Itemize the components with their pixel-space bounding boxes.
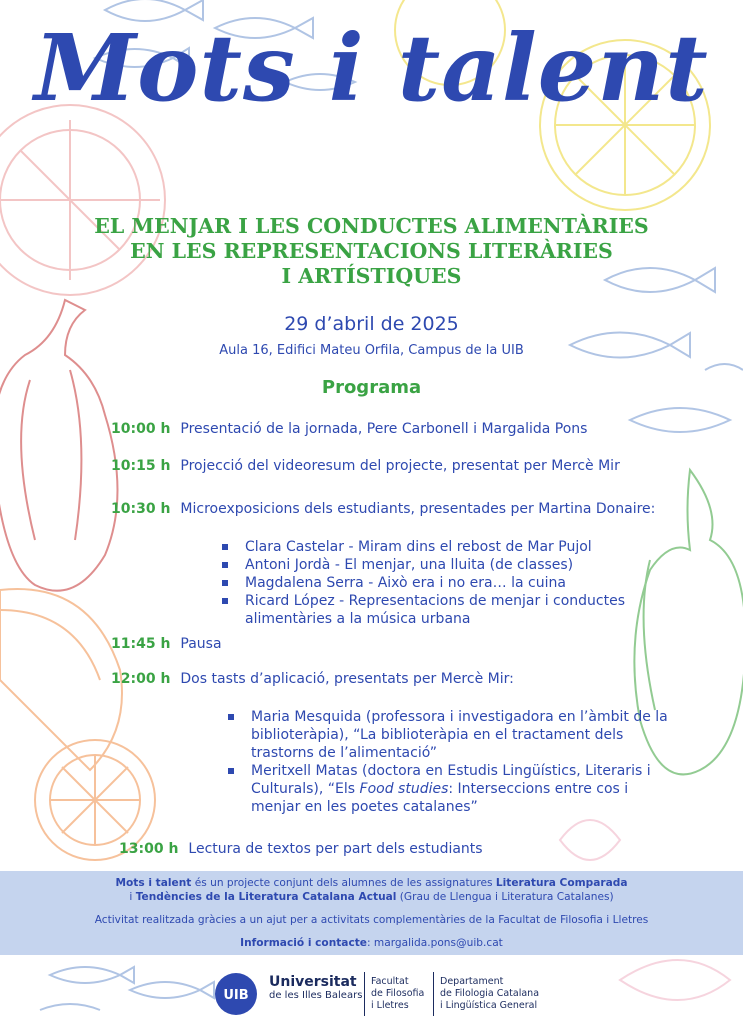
- faculty-name: [371, 976, 424, 1012]
- tastings-list: [228, 708, 708, 816]
- list-item-line: Maria Mesquida (professora i investigadora en l’àmbit de la: [251, 709, 668, 725]
- event-title: Mots i talent: [34, 14, 709, 122]
- info-band: [0, 871, 743, 955]
- schedule-item: [111, 421, 587, 437]
- faculty-line: Facultat: [371, 976, 409, 987]
- band-text: i: [129, 891, 136, 903]
- micro-talks-list: [222, 538, 662, 628]
- schedule-text: Dos tasts d’aplicació, presentats per Mercè Mir:: [180, 671, 514, 687]
- band-line: [0, 890, 743, 904]
- divider: [364, 972, 365, 1016]
- band-text: (Grau de Llengua i Literatura Catalanes): [396, 891, 614, 903]
- department-line: i Lingüística General: [440, 1000, 538, 1011]
- university-title: Universitat: [269, 974, 357, 990]
- schedule-item: [111, 458, 620, 474]
- university-name: [269, 975, 362, 1003]
- schedule-time: 11:45 h: [111, 636, 171, 652]
- divider: [433, 972, 434, 1016]
- band-bold: Tendències de la Literatura Catalana Actual: [135, 891, 397, 903]
- department-line: Departament: [440, 976, 504, 987]
- orange-slice-icon: [0, 589, 155, 860]
- schedule-time: 10:30 h: [111, 501, 171, 517]
- band-bold: Mots i talent: [115, 877, 192, 889]
- event-date: 29 d’abril de 2025: [284, 313, 459, 335]
- schedule-item: [111, 671, 514, 687]
- event-venue: Aula 16, Edifici Mateu Orfila, Campus de la UIB: [219, 343, 524, 358]
- schedule-time: 12:00 h: [111, 671, 171, 687]
- schedule-item: [119, 841, 483, 857]
- schedule-text: Microexposicions dels estudiants, presentades per Martina Donaire:: [180, 501, 656, 517]
- schedule-time: 13:00 h: [119, 841, 179, 857]
- band-bold: Informació i contacte: [240, 937, 367, 949]
- list-item-italic: Food studies: [359, 781, 449, 797]
- schedule-text: Presentació de la jornada, Pere Carbonell i Margalida Pons: [180, 421, 588, 437]
- schedule-item: [111, 501, 655, 517]
- band-bold: Literatura Comparada: [495, 877, 628, 889]
- subtitle-line: EN LES REPRESENTACIONS LITERÀRIES: [130, 239, 613, 263]
- list-item: [228, 708, 708, 762]
- list-item: Antoni Jordà - El menjar, una lluita (de classes): [222, 556, 662, 574]
- band-text: és un projecte conjunt dels alumnes de les assignatures: [191, 877, 496, 889]
- list-item-line: trastorns de l’alimentació”: [251, 745, 438, 761]
- list-item: Clara Castelar - Miram dins el rebost de Mar Pujol: [222, 538, 662, 556]
- schedule-text: Lectura de textos per part dels estudiants: [188, 841, 483, 857]
- subtitle-line: I ARTÍSTIQUES: [281, 264, 462, 288]
- band-line: [0, 876, 743, 890]
- fish-icon: [40, 967, 214, 1010]
- schedule-item: [111, 636, 222, 652]
- list-item-line: biblioteràpia), “La biblioteràpia en el tractament dels: [251, 727, 624, 743]
- subtitle-line: EL MENJAR I LES CONDUCTES ALIMENTÀRIES: [94, 214, 649, 238]
- department-name: [440, 976, 539, 1012]
- event-subtitle: [60, 214, 683, 289]
- schedule-text: Projecció del videoresum del projecte, presentat per Mercè Mir: [180, 458, 620, 474]
- contact-email[interactable]: : margalida.pons@uib.cat: [366, 937, 503, 949]
- list-item-line: : Interseccions entre cos i: [448, 781, 629, 797]
- list-item-line: menjar en les poetes catalanes”: [251, 799, 478, 815]
- list-item-line: Culturals), “Els: [251, 781, 360, 797]
- schedule-time: 10:15 h: [111, 458, 171, 474]
- list-item: Magdalena Serra - Això era i no era… la cuina: [222, 574, 662, 592]
- faculty-line: i Lletres: [371, 1000, 409, 1011]
- program-heading: Programa: [321, 377, 422, 398]
- university-subtitle: de les Illes Balears: [269, 990, 363, 1001]
- list-item-line: Ricard López - Representacions de menjar i conductes: [245, 593, 626, 609]
- list-item: [228, 762, 708, 816]
- faculty-line: de Filosofia: [371, 988, 425, 999]
- schedule-text: Pausa: [180, 636, 222, 652]
- uib-logo-text: UIB: [223, 988, 249, 1003]
- list-item: [222, 592, 662, 628]
- uib-logo-icon: [214, 972, 258, 1016]
- list-item-line: alimentàries a la música urbana: [245, 611, 471, 627]
- list-item-line: Meritxell Matas (doctora en Estudis Lingüístics, Literaris i: [251, 763, 651, 779]
- band-line: [0, 936, 743, 950]
- department-line: de Filologia Catalana: [440, 988, 540, 999]
- schedule-time: 10:00 h: [111, 421, 171, 437]
- band-line: Activitat realitzada gràcies a un ajut per a activitats complementàries de la Facultat de Filosofia i Lletres: [94, 914, 649, 926]
